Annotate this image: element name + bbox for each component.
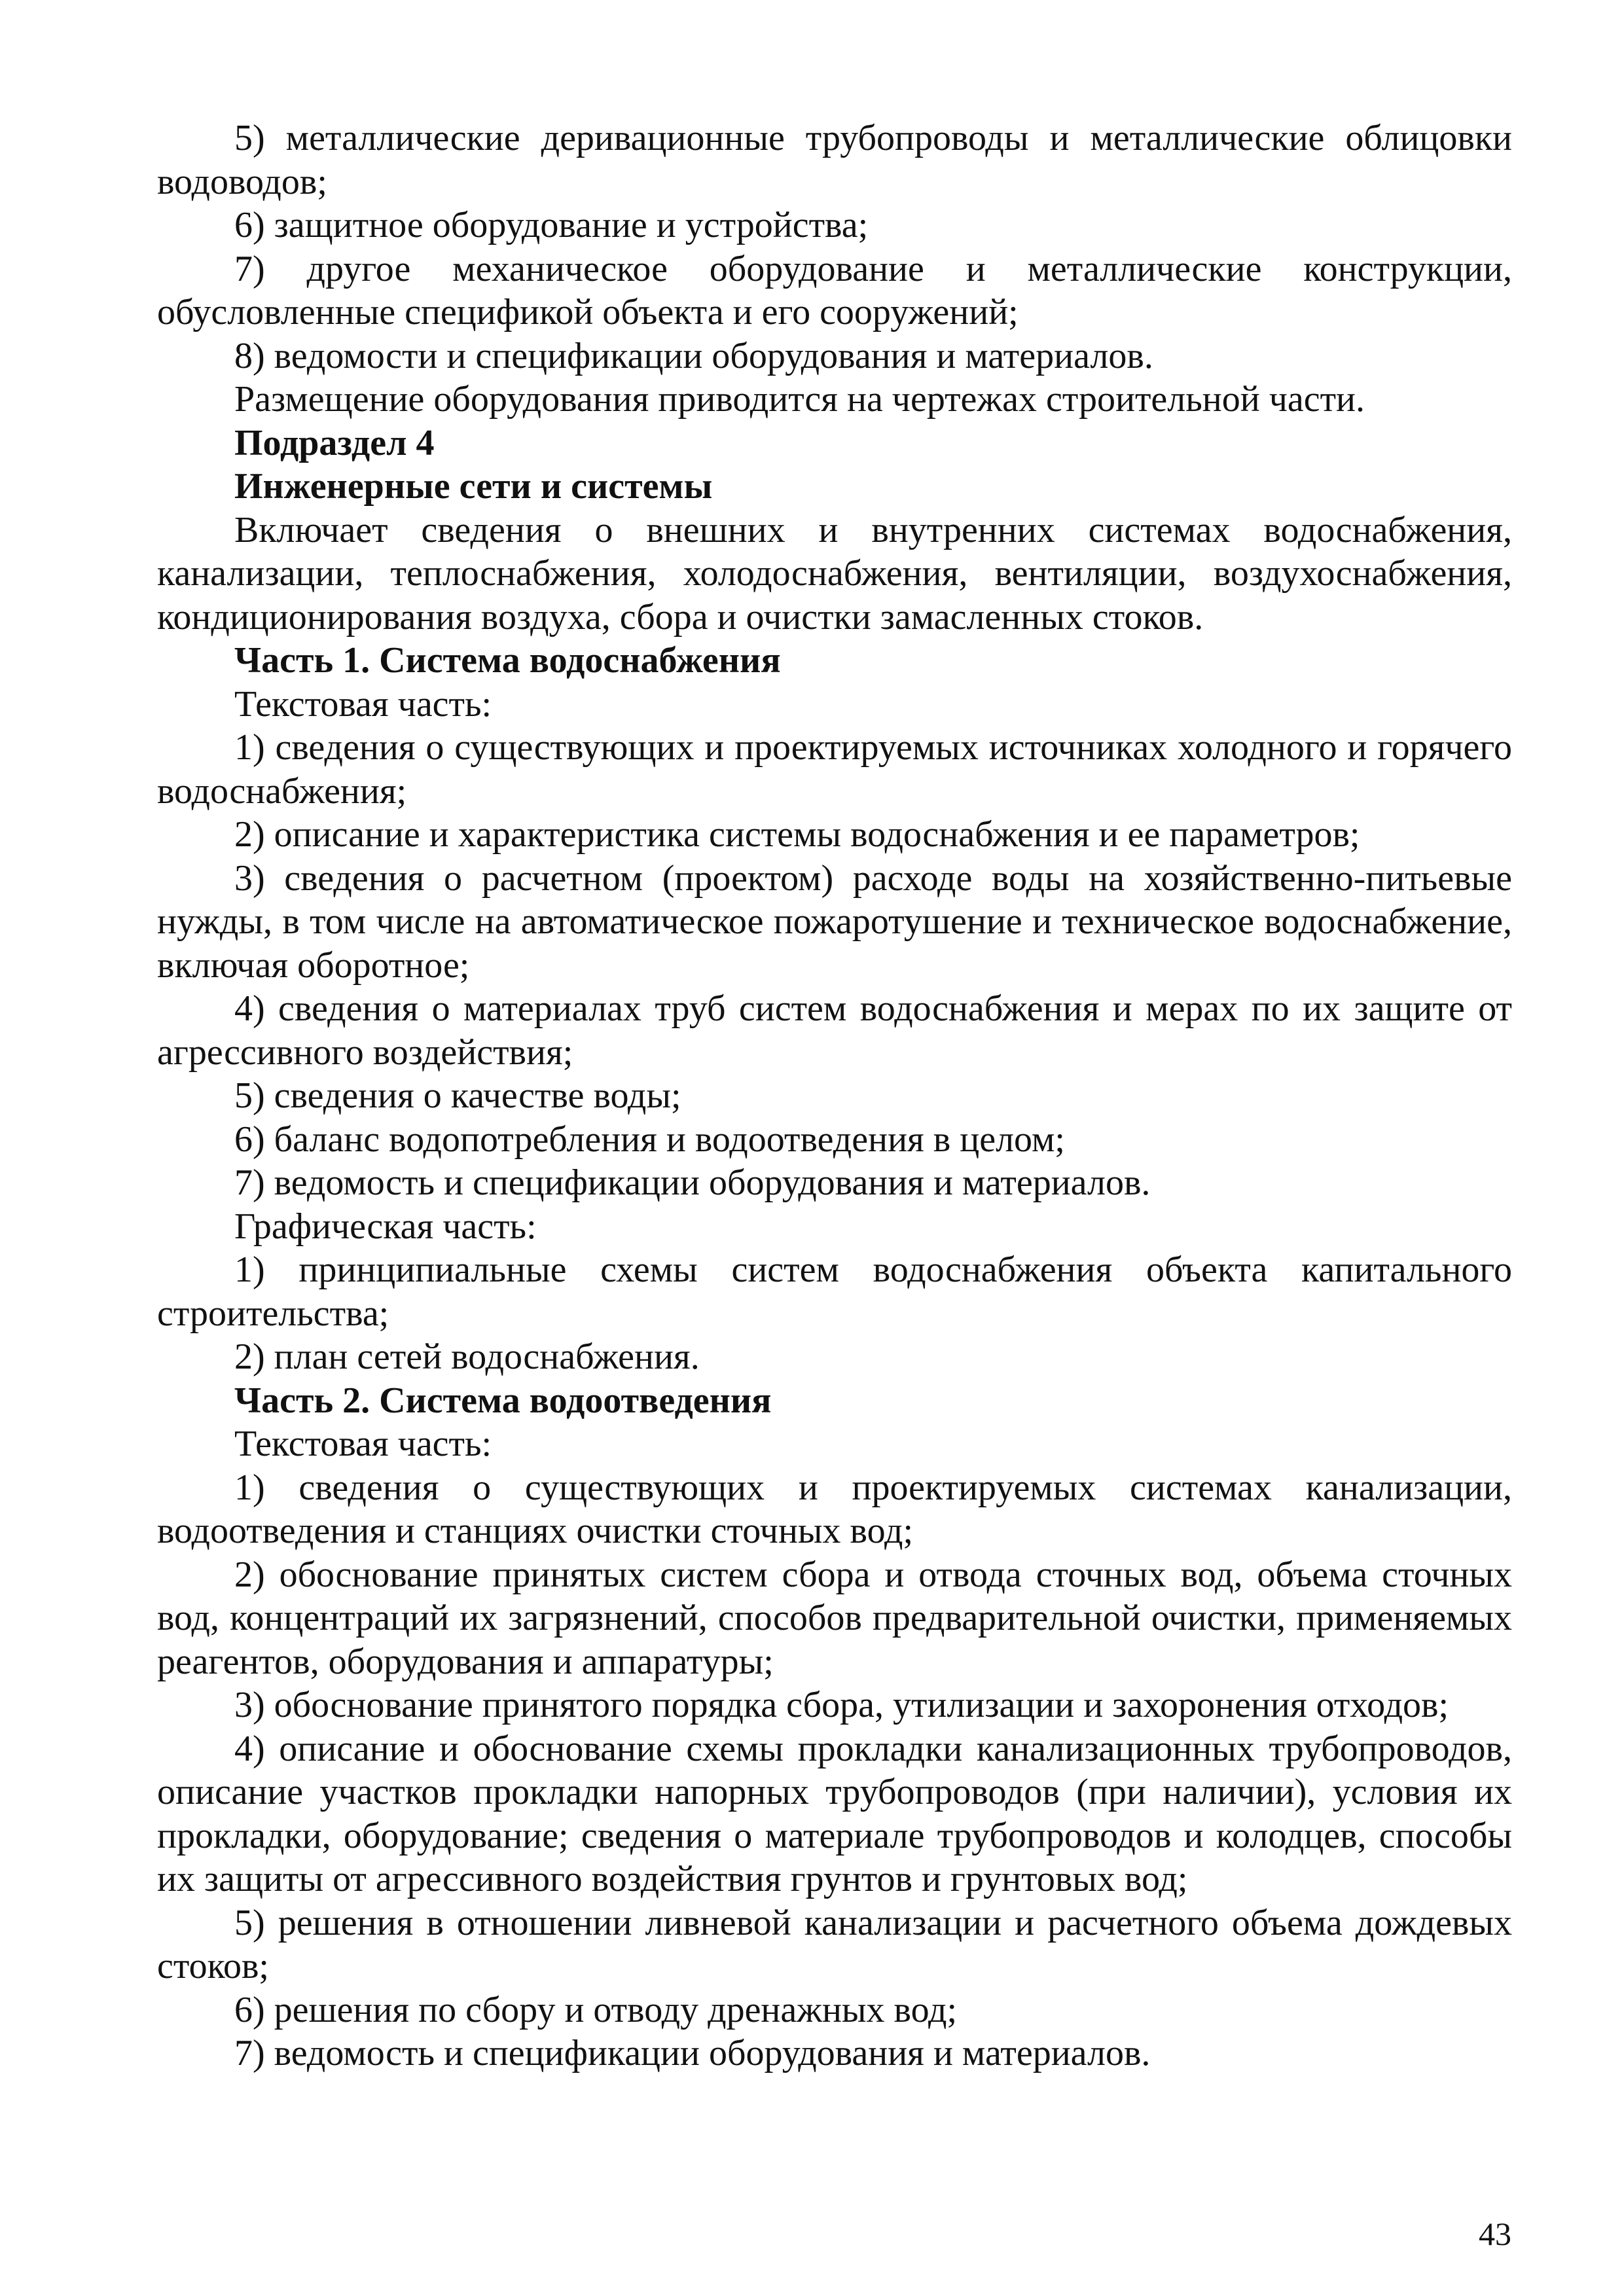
list-item: 1) сведения о существующих и проектируемых системах канализации, водоотведения и станциях очистки сточных вод; [157,1467,1512,1551]
part-heading: Часть 1. Система водоснабжения [234,640,781,681]
list-item: 5) решения в отношении ливневой канализации и расчетного объема дождевых стоков; [157,1902,1512,1986]
list-item: 5) сведения о качестве воды; [234,1075,681,1116]
list-item: 1) принципиальные схемы систем водоснабжения объекта капитального строительства; [157,1249,1512,1334]
list-item: 2) обоснование принятых систем сбора и отвода сточных вод, объема сточных вод, концентраций их загрязнений, способов предварительной очистки, применяемых реагентов, оборудования и аппаратуры; [157,1554,1512,1682]
list-item: 7) ведомость и спецификации оборудования и материалов. [234,2033,1151,2073]
list-item: 8) ведомости и спецификации оборудования и материалов. [234,335,1153,376]
list-item: 2) план сетей водоснабжения. [234,1336,700,1377]
page-number: 43 [1479,2215,1511,2252]
body-paragraph: Размещение оборудования приводится на чертежах строительной части. [234,379,1365,420]
list-item: 6) баланс водопотребления и водоотведения в целом; [234,1119,1065,1160]
list-item: 6) защитное оборудование и устройства; [234,205,869,245]
subsection-label: Графическая часть: [234,1206,537,1247]
list-item: 5) металлические деривационные трубопроводы и металлические облицовки водоводов; [157,118,1512,202]
list-item: 4) сведения о материалах труб систем водоснабжения и мерах по их защите от агрессивного воздействия; [157,988,1512,1073]
subsection-label: Текстовая часть: [234,1424,492,1464]
part-heading: Часть 2. Система водоотведения [234,1380,772,1421]
section-heading: Подраздел 4 [234,422,435,463]
list-item: 3) сведения о расчетном (проектом) расходе воды на хозяйственно-питьевые нужды, в том числе на автоматическое пожаротушение и техническое водоснабжение, включая оборотное; [157,857,1512,986]
body-paragraph: Включает сведения о внешних и внутренних системах водоснабжения, канализации, теплоснабжения, холодоснабжения, вентиляции, воздухоснабжения, кондиционирования воздуха, сбора и очистки замасленных стоков. [157,509,1512,637]
list-item: 7) другое механическое оборудование и металлические конструкции, обусловленные спецификой объекта и его сооружений; [157,248,1512,332]
list-item: 1) сведения о существующих и проектируемых источниках холодного и горячего водоснабжения; [157,727,1512,812]
list-item: 2) описание и характеристика системы водоснабжения и ее параметров; [234,814,1360,855]
list-item: 6) решения по сбору и отводу дренажных вод; [234,1989,958,2030]
list-item: 4) описание и обоснование схемы прокладки канализационных трубопроводов, описание участков прокладки напорных трубопроводов (при наличии), условия их прокладки, оборудование; сведения о материале трубопроводов и колодцев, способы их защиты от агрессивного воздействия грунтов и грунтовых вод; [157,1728,1512,1899]
list-item: 3) обоснование принятого порядка сбора, утилизации и захоронения отходов; [234,1685,1449,1725]
section-title: Инженерные сети и системы [234,466,713,507]
page-body [157,117,1512,2075]
subsection-label: Текстовая часть: [234,683,492,725]
list-item: 7) ведомость и спецификации оборудования и материалов. [234,1162,1151,1203]
